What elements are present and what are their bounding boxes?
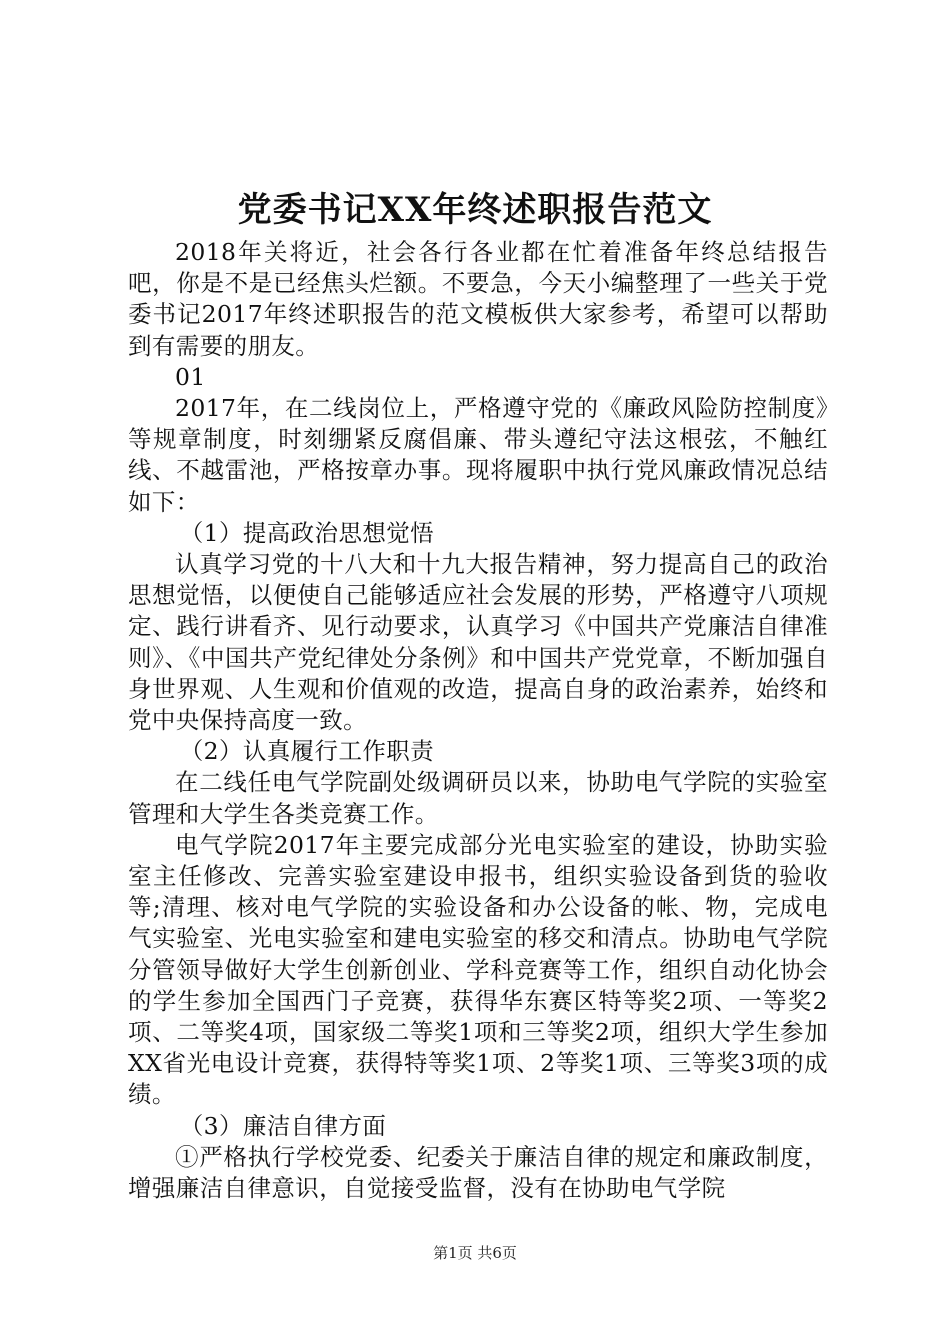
body-paragraph: ①严格执行学校党委、纪委关于廉洁自律的规定和廉政制度，增强廉洁自律意识，自觉接受监督，没有在协助电气学院 xyxy=(128,1142,828,1203)
section-number: 01 xyxy=(175,362,206,391)
section-heading-3: （3）廉洁自律方面 xyxy=(179,1111,387,1140)
document-title: 党委书记XX年终述职报告范文 xyxy=(237,190,713,230)
intro-paragraph: 2018年关将近，社会各行各业都在忙着准备年终总结报告吧，你是不是已经焦头烂额。不要急，今天小编整理了一些关于党委书记2017年终述职报告的范文模板供大家参考，希望可以帮助到有需要的朋友。 xyxy=(128,238,828,360)
section-heading-2: （2）认真履行工作职责 xyxy=(179,737,435,766)
document-body xyxy=(128,237,828,1204)
body-paragraph: 在二线任电气学院副处级调研员以来，协助电气学院的实验室管理和大学生各类竞赛工作。 xyxy=(128,768,828,828)
section-heading-1: （1）提高政治思想觉悟 xyxy=(179,518,435,547)
body-paragraph: 认真学习党的十八大和十九大报告精神，努力提高自己的政治思想觉悟，以便使自己能够适应社会发展的形势，严格遵守八项规定、践行讲看齐、见行动要求，认真学习《中国共产党廉洁自律准则》、《中国共产党纪律处分条例》和中国共产党党章，不断加强自身世界观、人生观和价值观的改造，提高自身的政治素养，始终和党中央保持高度一致。 xyxy=(128,550,828,735)
body-paragraph: 电气学院2017年主要完成部分光电实验室的建设，协助实验室主任修改、完善实验室建设申报书，组织实验设备到货的验收等;清理、核对电气学院的实验设备和办公设备的帐、物，完成电气实验室、光电实验室和建电实验室的移交和清点。协助电气学院分管领导做好大学生创新创业、学科竞赛等工作，组织自动化协会的学生参加全国西门子竞赛，获得华东赛区特等奖2项、一等奖2项、二等奖4项，国家级二等奖1项和三等奖2项，组织大学生参加XX省光电设计竞赛，获得特等奖1项、2等奖1项、三等奖3项的成绩。 xyxy=(128,830,828,1109)
body-paragraph: 2017年，在二线岗位上，严格遵守党的《廉政风险防控制度》等规章制度，时刻绷紧反腐倡廉、带头遵纪守法这根弦，不触红线、不越雷池，严格按章办事。现将履职中执行党风廉政情况总结如下： xyxy=(128,394,828,516)
page-number-footer: 第1页 共6页 xyxy=(433,1244,517,1262)
